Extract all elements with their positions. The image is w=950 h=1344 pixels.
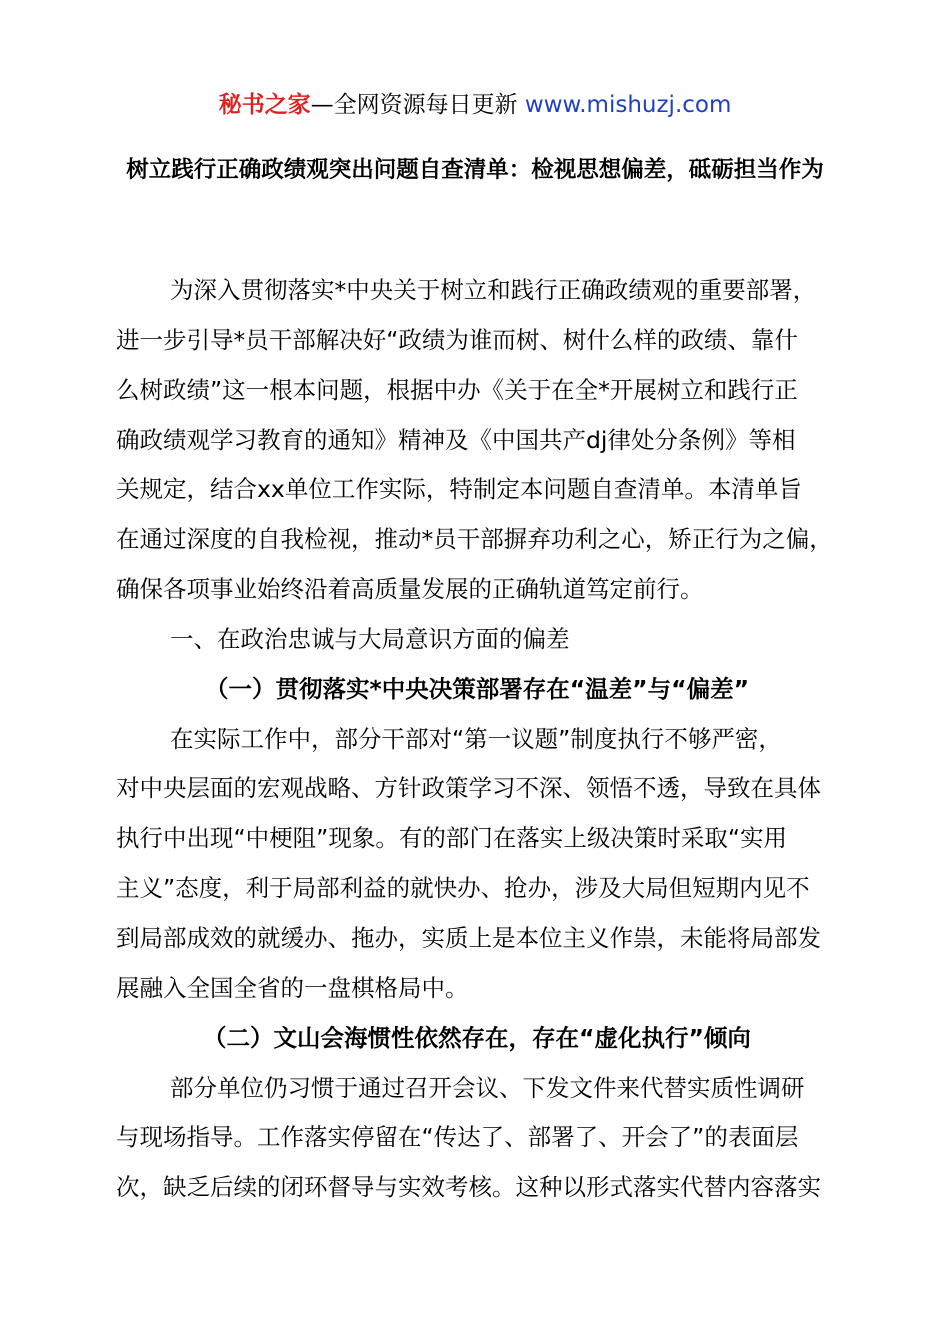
subsection-heading-1: （一）贯彻落实*中央决策部署存在“温差”与“偏差” (204, 675, 750, 703)
body-line-16: 次，缺乏后续的闭环督导与实效考核。这种以形式落实代替内容落实 (116, 1173, 821, 1201)
body-line-4: 确政绩观学习教育的通知》精神及《中国共产dj律处分条例》等相 (116, 426, 796, 454)
body-line-11: 主义”态度，利于局部利益的就快办、抢办，涉及大局但短期内见不 (116, 874, 810, 902)
brand-name: 秘书之家 (218, 92, 311, 118)
body-line-8: 在实际工作中，部分干部对“第一议题”制度执行不够严密， (170, 725, 782, 753)
body-line-15: 与现场指导。工作落实停留在“传达了、部署了、开会了”的表面层 (116, 1123, 799, 1151)
body-line-12: 到局部成效的就缓办、拖办，实质上是本位主义作祟，未能将局部发 (116, 924, 821, 952)
header-tagline: 全网资源每日更新 (333, 92, 525, 118)
body-line-14: 部分单位仍习惯于通过召开会议、下发文件来代替实质性调研 (170, 1074, 805, 1102)
header-separator: — (310, 92, 334, 118)
subsection-heading-2: （二）文山会海惯性依然存在，存在“虚化执行”倾向 (203, 1024, 751, 1052)
section-heading-1: 一、在政治忠诚与大局意识方面的偏差 (170, 625, 570, 653)
body-line-5: 关规定，结合xx单位工作实际，特制定本问题自查清单。本清单旨 (116, 475, 802, 503)
body-line-1: 为深入贯彻落实*中央关于树立和践行正确政绩观的重要部署， (170, 276, 817, 304)
site-url-link[interactable]: www.mishuzj.com (524, 92, 732, 118)
document-title: 树立践行正确政绩观突出问题自查清单：检视思想偏差，砥砺担当作为 (126, 157, 824, 183)
body-line-7: 确保各项事业始终沿着高质量发展的正确轨道笃定前行。 (116, 575, 704, 603)
body-line-13: 展融入全国全省的一盘棋格局中。 (116, 974, 469, 1002)
body-line-2: 进一步引导*员干部解决好“政绩为谁而树、树什么样的政绩、靠什 (116, 326, 798, 354)
body-line-3: 么树政绩”这一根本问题，根据中办《关于在全*开展树立和践行正 (116, 376, 798, 404)
body-line-9: 对中央层面的宏观战略、方针政策学习不深、领悟不透，导致在具体 (116, 774, 821, 802)
body-line-10: 执行中出现“中梗阻”现象。有的部门在落实上级决策时采取“实用 (116, 824, 788, 852)
site-header (0, 88, 950, 122)
body-line-6: 在通过深度的自我检视，推动*员干部摒弃功利之心，矫正行为之偏， (116, 525, 833, 553)
